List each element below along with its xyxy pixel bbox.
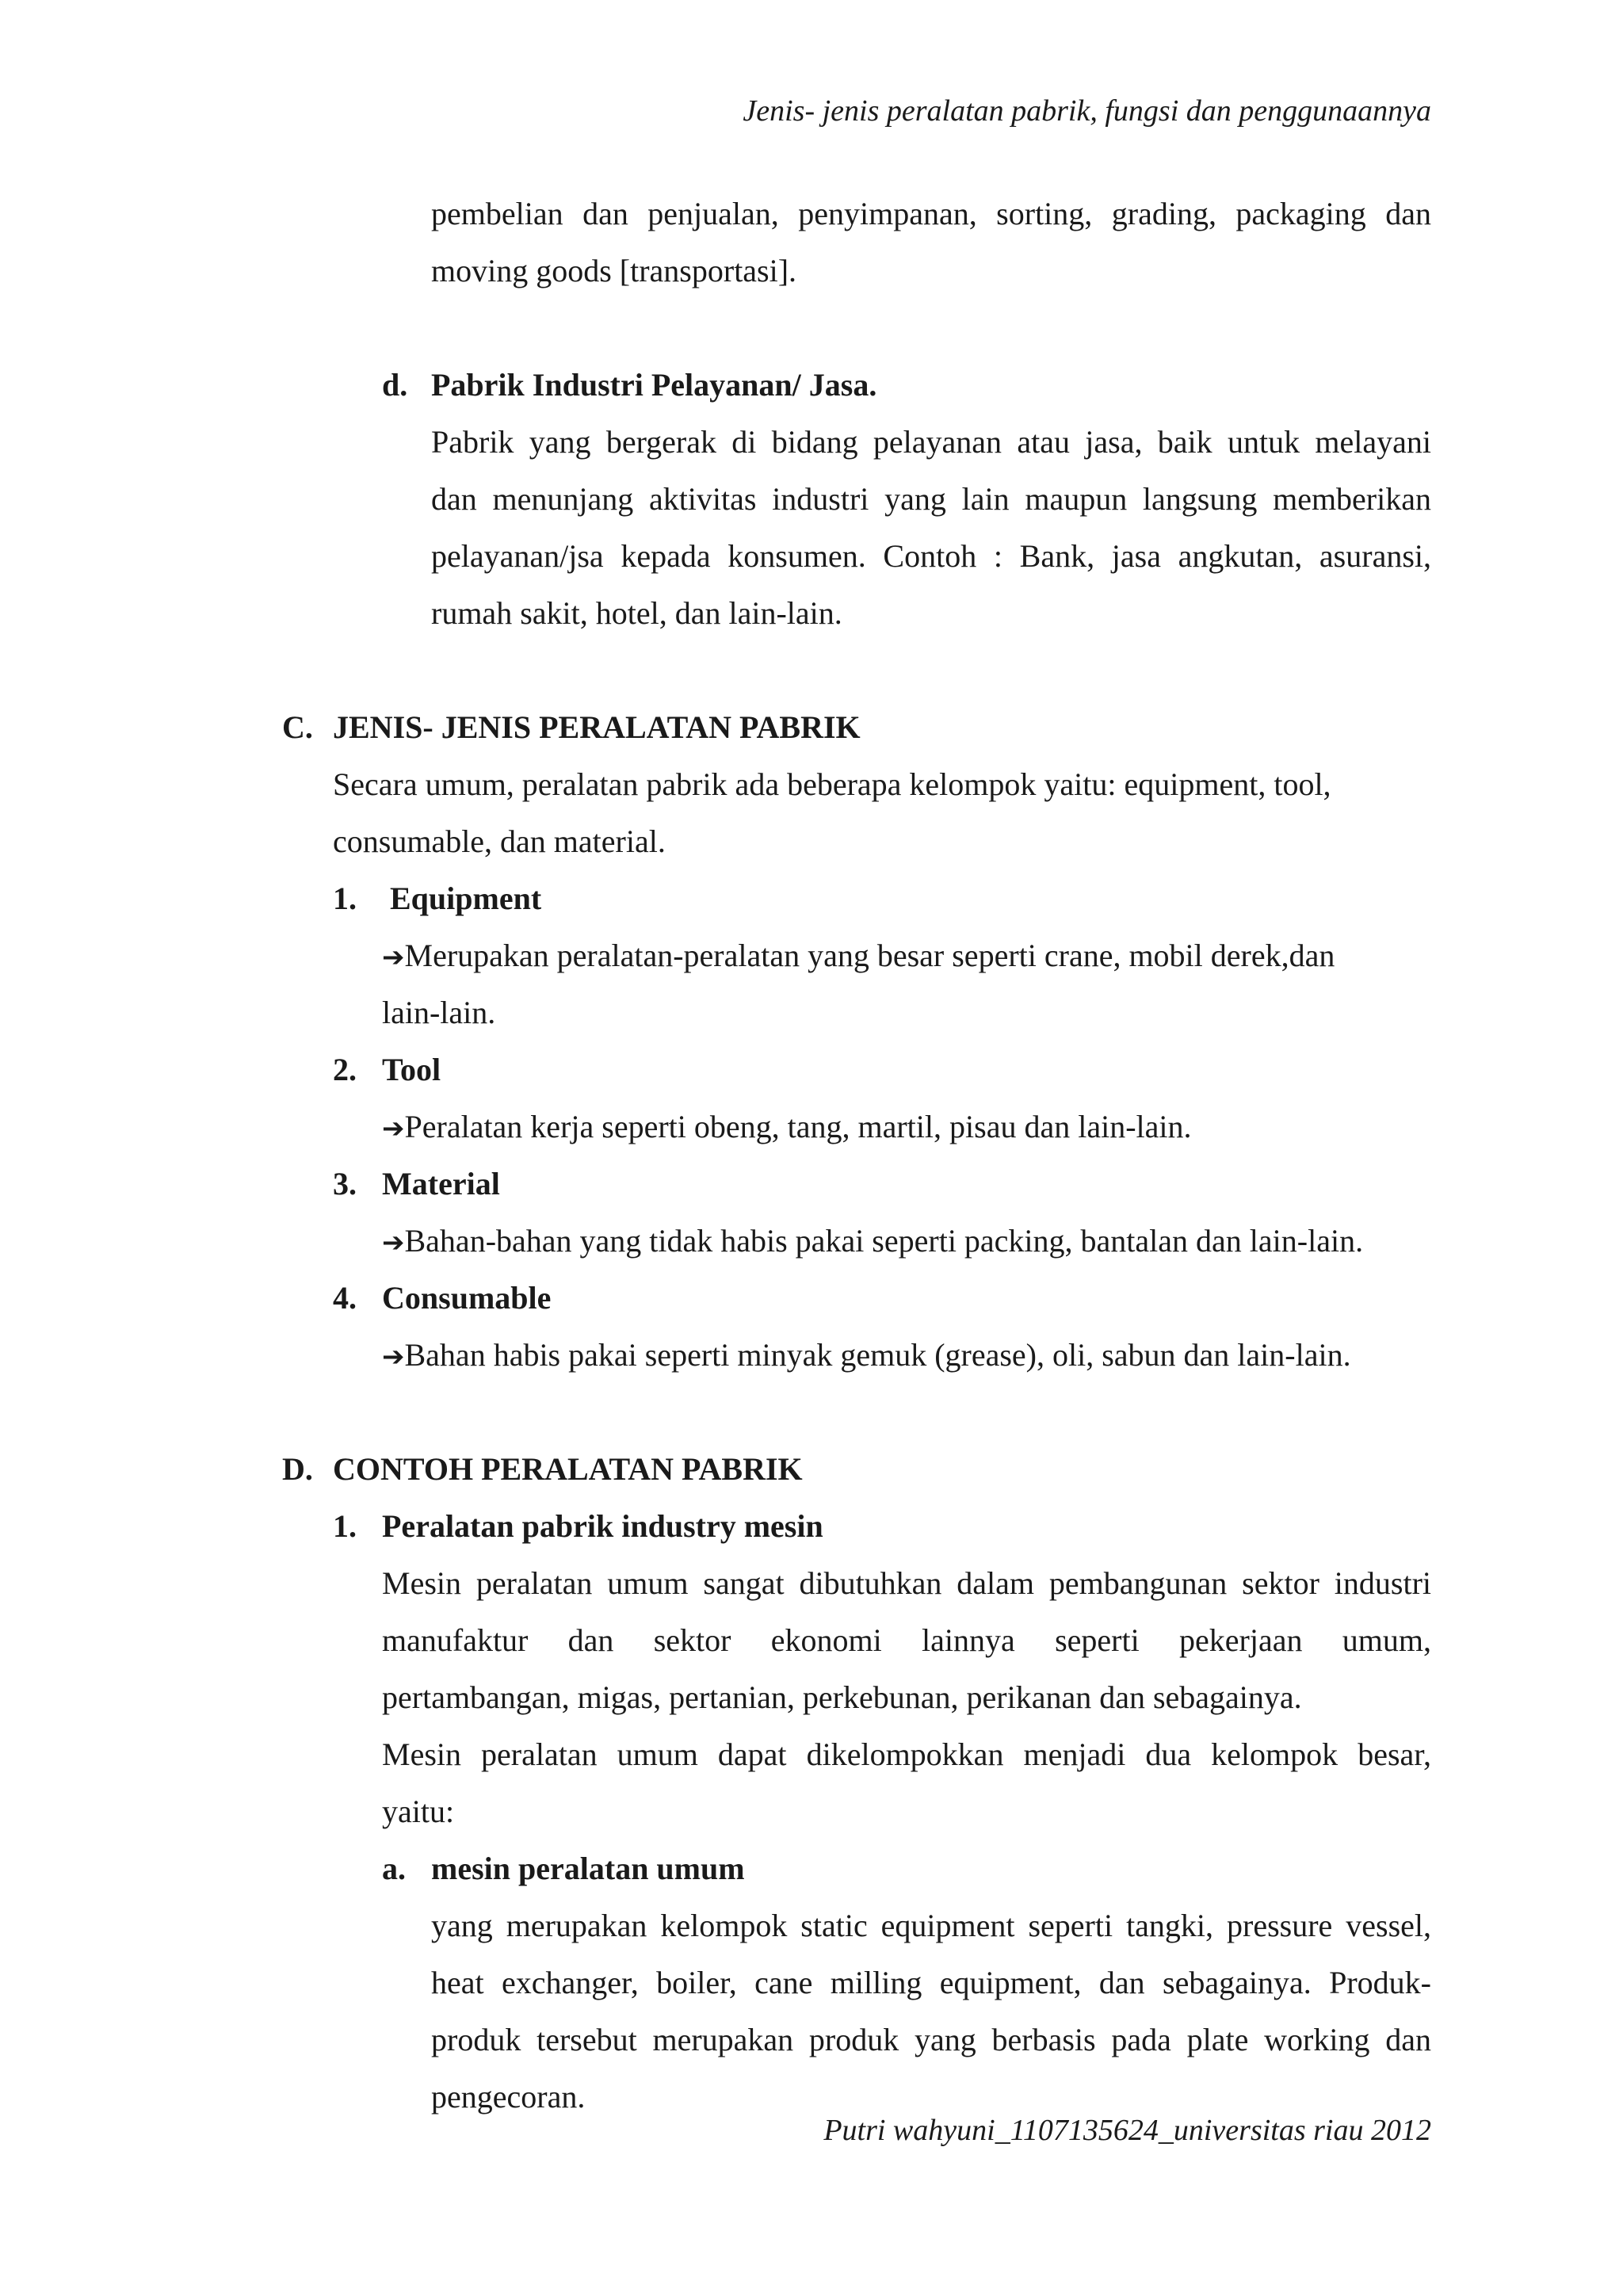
intro-line-1: pembelian dan penjualan, penyimpanan, sorting, grading, packaging dan [431,196,1431,231]
paragraph-line: yaitu: [382,1794,455,1829]
section-marker: D. [282,1451,313,1487]
page-footer: Putri wahyuni_1107135624_universitas riau 2012 [823,2114,1431,2147]
subsection-title: Pabrik Industri Pelayanan/ Jasa. [431,367,877,403]
section-marker: C. [282,709,313,745]
list-item-desc-text: Bahan habis pakai seperti minyak gemuk (grease), oli, sabun dan lain-lain. [404,1337,1351,1373]
list-number: 1. [333,1508,357,1544]
section-title: CONTOH PERALATAN PABRIK [333,1451,803,1487]
paragraph-line: manufaktur dan sektor ekonomi lainnya seperti pekerjaan umum, [382,1622,1431,1658]
list-item-desc [382,1108,1192,1148]
list-item-title: Equipment [390,881,542,916]
list-number: 3. [333,1166,357,1201]
list-item-desc [382,1222,1363,1262]
paragraph-line: produk tersebut merupakan produk yang berbasis pada plate working dan [431,2022,1431,2057]
paragraph-line: pengecoran. [431,2079,586,2115]
arrow-right-icon: ➔ [382,942,405,973]
running-header: Jenis- jenis peralatan pabrik, fungsi dan penggunaannya [743,94,1431,128]
paragraph-line: pelayanan/jsa kepada konsumen. Contoh : Bank, jasa angkutan, asuransi, [431,538,1431,574]
paragraph-line: Pabrik yang bergerak di bidang pelayanan atau jasa, baik untuk melayani [431,424,1431,460]
paragraph-line: dan menunjang aktivitas industri yang lain maupun langsung memberikan [431,481,1431,517]
paragraph-line: consumable, dan material. [333,823,666,859]
arrow-right-icon: ➔ [382,1113,405,1144]
list-item-desc [382,937,1335,976]
list-item-title: Material [382,1166,500,1201]
paragraph-line: Secara umum, peralatan pabrik ada beberapa kelompok yaitu: equipment, tool, [333,766,1331,802]
list-item-desc-text: Peralatan kerja seperti obeng, tang, martil, pisau dan lain-lain. [404,1109,1192,1144]
section-title: JENIS- JENIS PERALATAN PABRIK [333,709,861,745]
intro-line-2: moving goods [transportasi]. [431,253,797,288]
list-number: 4. [333,1280,357,1316]
list-item-desc-text: Merupakan peralatan-peralatan yang besar seperti crane, mobil derek,dan [404,938,1335,973]
list-number: 1. [333,881,357,916]
paragraph-line: heat exchanger, boiler, cane milling equipment, dan sebagainya. Produk- [431,1965,1431,2000]
list-item-desc-text: Bahan-bahan yang tidak habis pakai seperti packing, bantalan dan lain-lain. [404,1223,1364,1259]
list-marker: a. [382,1851,406,1886]
paragraph-line: rumah sakit, hotel, dan lain-lain. [431,595,842,631]
list-item-desc-cont: lain-lain. [382,995,496,1030]
arrow-right-icon: ➔ [382,1227,405,1259]
list-item-title: Tool [382,1052,441,1087]
arrow-right-icon: ➔ [382,1341,405,1373]
paragraph-line: pertambangan, migas, pertanian, perkebunan, perikanan dan sebagainya. [382,1679,1302,1715]
list-item-desc [382,1336,1351,1376]
paragraph-line: yang merupakan kelompok static equipment seperti tangki, pressure vessel, [431,1908,1431,1943]
list-marker: d. [382,367,408,403]
paragraph-line: Mesin peralatan umum dapat dikelompokkan menjadi dua kelompok besar, [382,1736,1431,1772]
list-number: 2. [333,1052,357,1087]
subsection-title: Peralatan pabrik industry mesin [382,1508,823,1544]
paragraph-line: Mesin peralatan umum sangat dibutuhkan dalam pembangunan sektor industri [382,1565,1431,1601]
list-item-title: Consumable [382,1280,552,1316]
subsection-title: mesin peralatan umum [431,1851,745,1886]
